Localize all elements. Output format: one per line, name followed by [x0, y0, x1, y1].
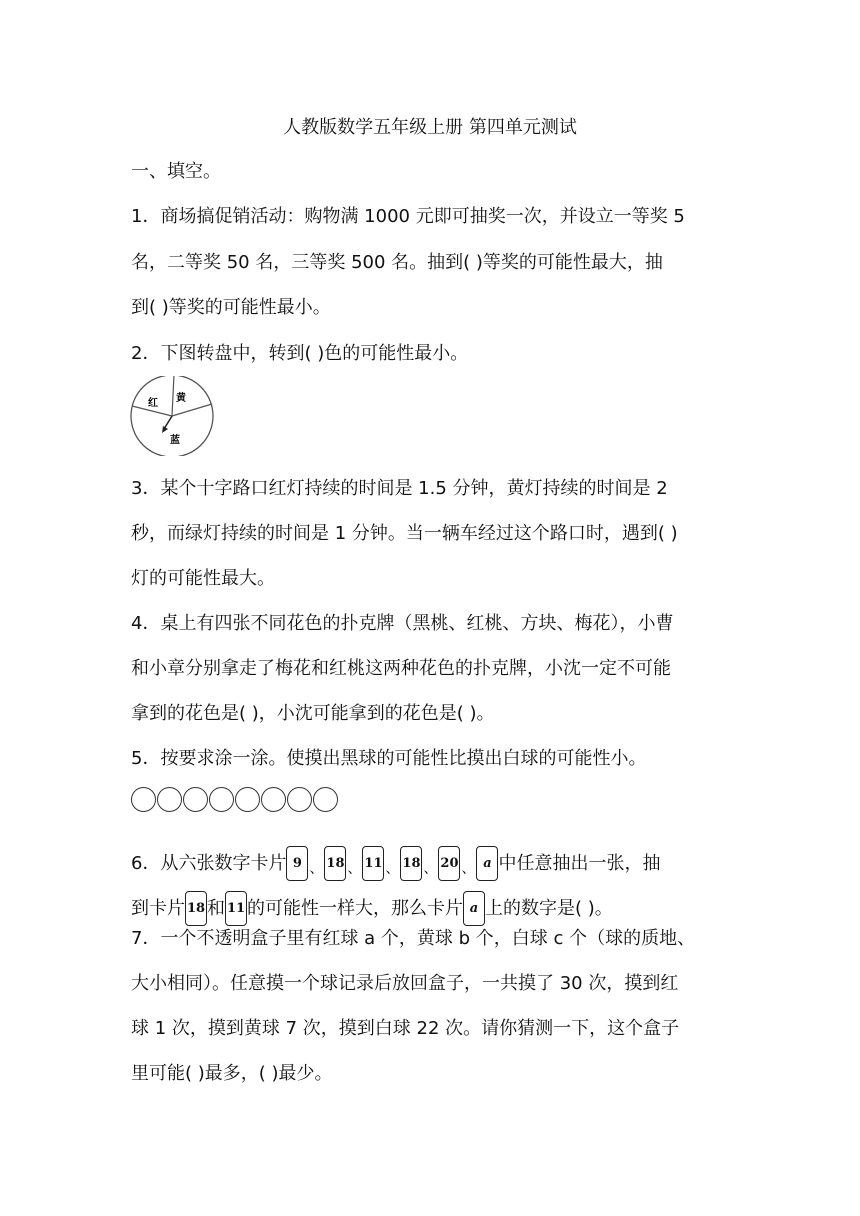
q4-line-2: 和小章分别拿走了梅花和红桃这两种花色的扑克牌，小沈一定不可能	[131, 658, 671, 679]
number-card: 11	[225, 891, 247, 926]
section-heading: 一、填空。	[131, 161, 221, 182]
q3-line-2: 秒，而绿灯持续的时间是 1 分钟。当一辆车经过这个路口时，遇到( )	[131, 523, 678, 544]
number-card: a	[463, 891, 485, 926]
separator: 、	[423, 861, 438, 877]
separator: 、	[385, 861, 400, 877]
number-card: 18	[400, 846, 422, 881]
number-card: 20	[438, 846, 460, 881]
q1-line-2: 名，二等奖 50 名，三等奖 500 名。抽到( )等奖的可能性最大，抽	[131, 252, 663, 273]
ball-circle[interactable]	[313, 787, 338, 812]
q7-line-3: 球 1 次，摸到黄球 7 次，摸到白球 22 次。请你猜测一下，这个盒子	[131, 1018, 680, 1039]
spinner-label-yellow: 黄	[176, 393, 186, 404]
q7-line-4: 里可能( )最多，( )最少。	[131, 1063, 333, 1084]
q4-line-1: 4．桌上有四张不同花色的扑克牌（黑桃、红桃、方块、梅花），小曹	[131, 613, 674, 634]
q1-line-1: 1．商场搞促销活动：购物满 1000 元即可抽奖一次，并设立一等奖 5	[131, 206, 685, 227]
spinner-divider	[172, 376, 174, 416]
ball-circle[interactable]	[131, 787, 156, 812]
number-card: 9	[286, 846, 308, 881]
page-title: 人教版数学五年级上册 第四单元测试	[283, 117, 577, 138]
ball-circle[interactable]	[287, 787, 312, 812]
number-card: 18	[324, 846, 346, 881]
q6-text-b: 和	[207, 898, 225, 919]
q2-line-1: 2．下图转盘中，转到( )色的可能性最小。	[131, 343, 469, 364]
number-card: 11	[362, 846, 384, 881]
spinner-label-red: 红	[148, 398, 158, 409]
q6-text-c: 的可能性一样大，那么卡片	[247, 898, 463, 919]
ball-circle[interactable]	[183, 787, 208, 812]
ball-row	[131, 787, 339, 816]
q6-line-2	[131, 891, 613, 926]
q6-suffix: 中任意抽出一张，抽	[498, 853, 661, 874]
q7-line-1: 7．一个不透明盒子里有红球 a 个，黄球 b 个，白球 c 个（球的质地、	[131, 928, 696, 949]
ball-circle[interactable]	[261, 787, 286, 812]
spinner-diagram	[128, 376, 218, 456]
q6-text-a: 到卡片	[131, 898, 185, 919]
spinner-label-blue: 蓝	[170, 435, 180, 446]
q5-line-1: 5．按要求涂一涂。使摸出黑球的可能性比摸出白球的可能性小。	[131, 748, 647, 769]
q6-line-1	[131, 846, 660, 881]
q3-line-1: 3．某个十字路口红灯持续的时间是 1.5 分钟，黄灯持续的时间是 2	[131, 478, 668, 499]
q6-prefix: 6．从六张数字卡片	[131, 853, 287, 874]
spinner-divider	[172, 404, 212, 416]
ball-circle[interactable]	[209, 787, 234, 812]
q6-text-d: 上的数字是( )。	[485, 898, 613, 919]
separator: 、	[347, 861, 362, 877]
spinner-pointer	[164, 416, 172, 429]
ball-circle[interactable]	[235, 787, 260, 812]
q4-line-3: 拿到的花色是( )，小沈可能拿到的花色是( )。	[131, 703, 495, 724]
ball-circle[interactable]	[157, 787, 182, 812]
separator: 、	[461, 861, 476, 877]
separator: 、	[309, 861, 324, 877]
q7-line-2: 大小相同）。任意摸一个球记录后放回盒子，一共摸了 30 次，摸到红	[131, 973, 679, 994]
q1-line-3: 到( )等奖的可能性最小。	[131, 297, 331, 318]
q3-line-3: 灯的可能性最大。	[131, 568, 275, 589]
number-card: a	[476, 846, 498, 881]
number-card: 18	[185, 891, 207, 926]
